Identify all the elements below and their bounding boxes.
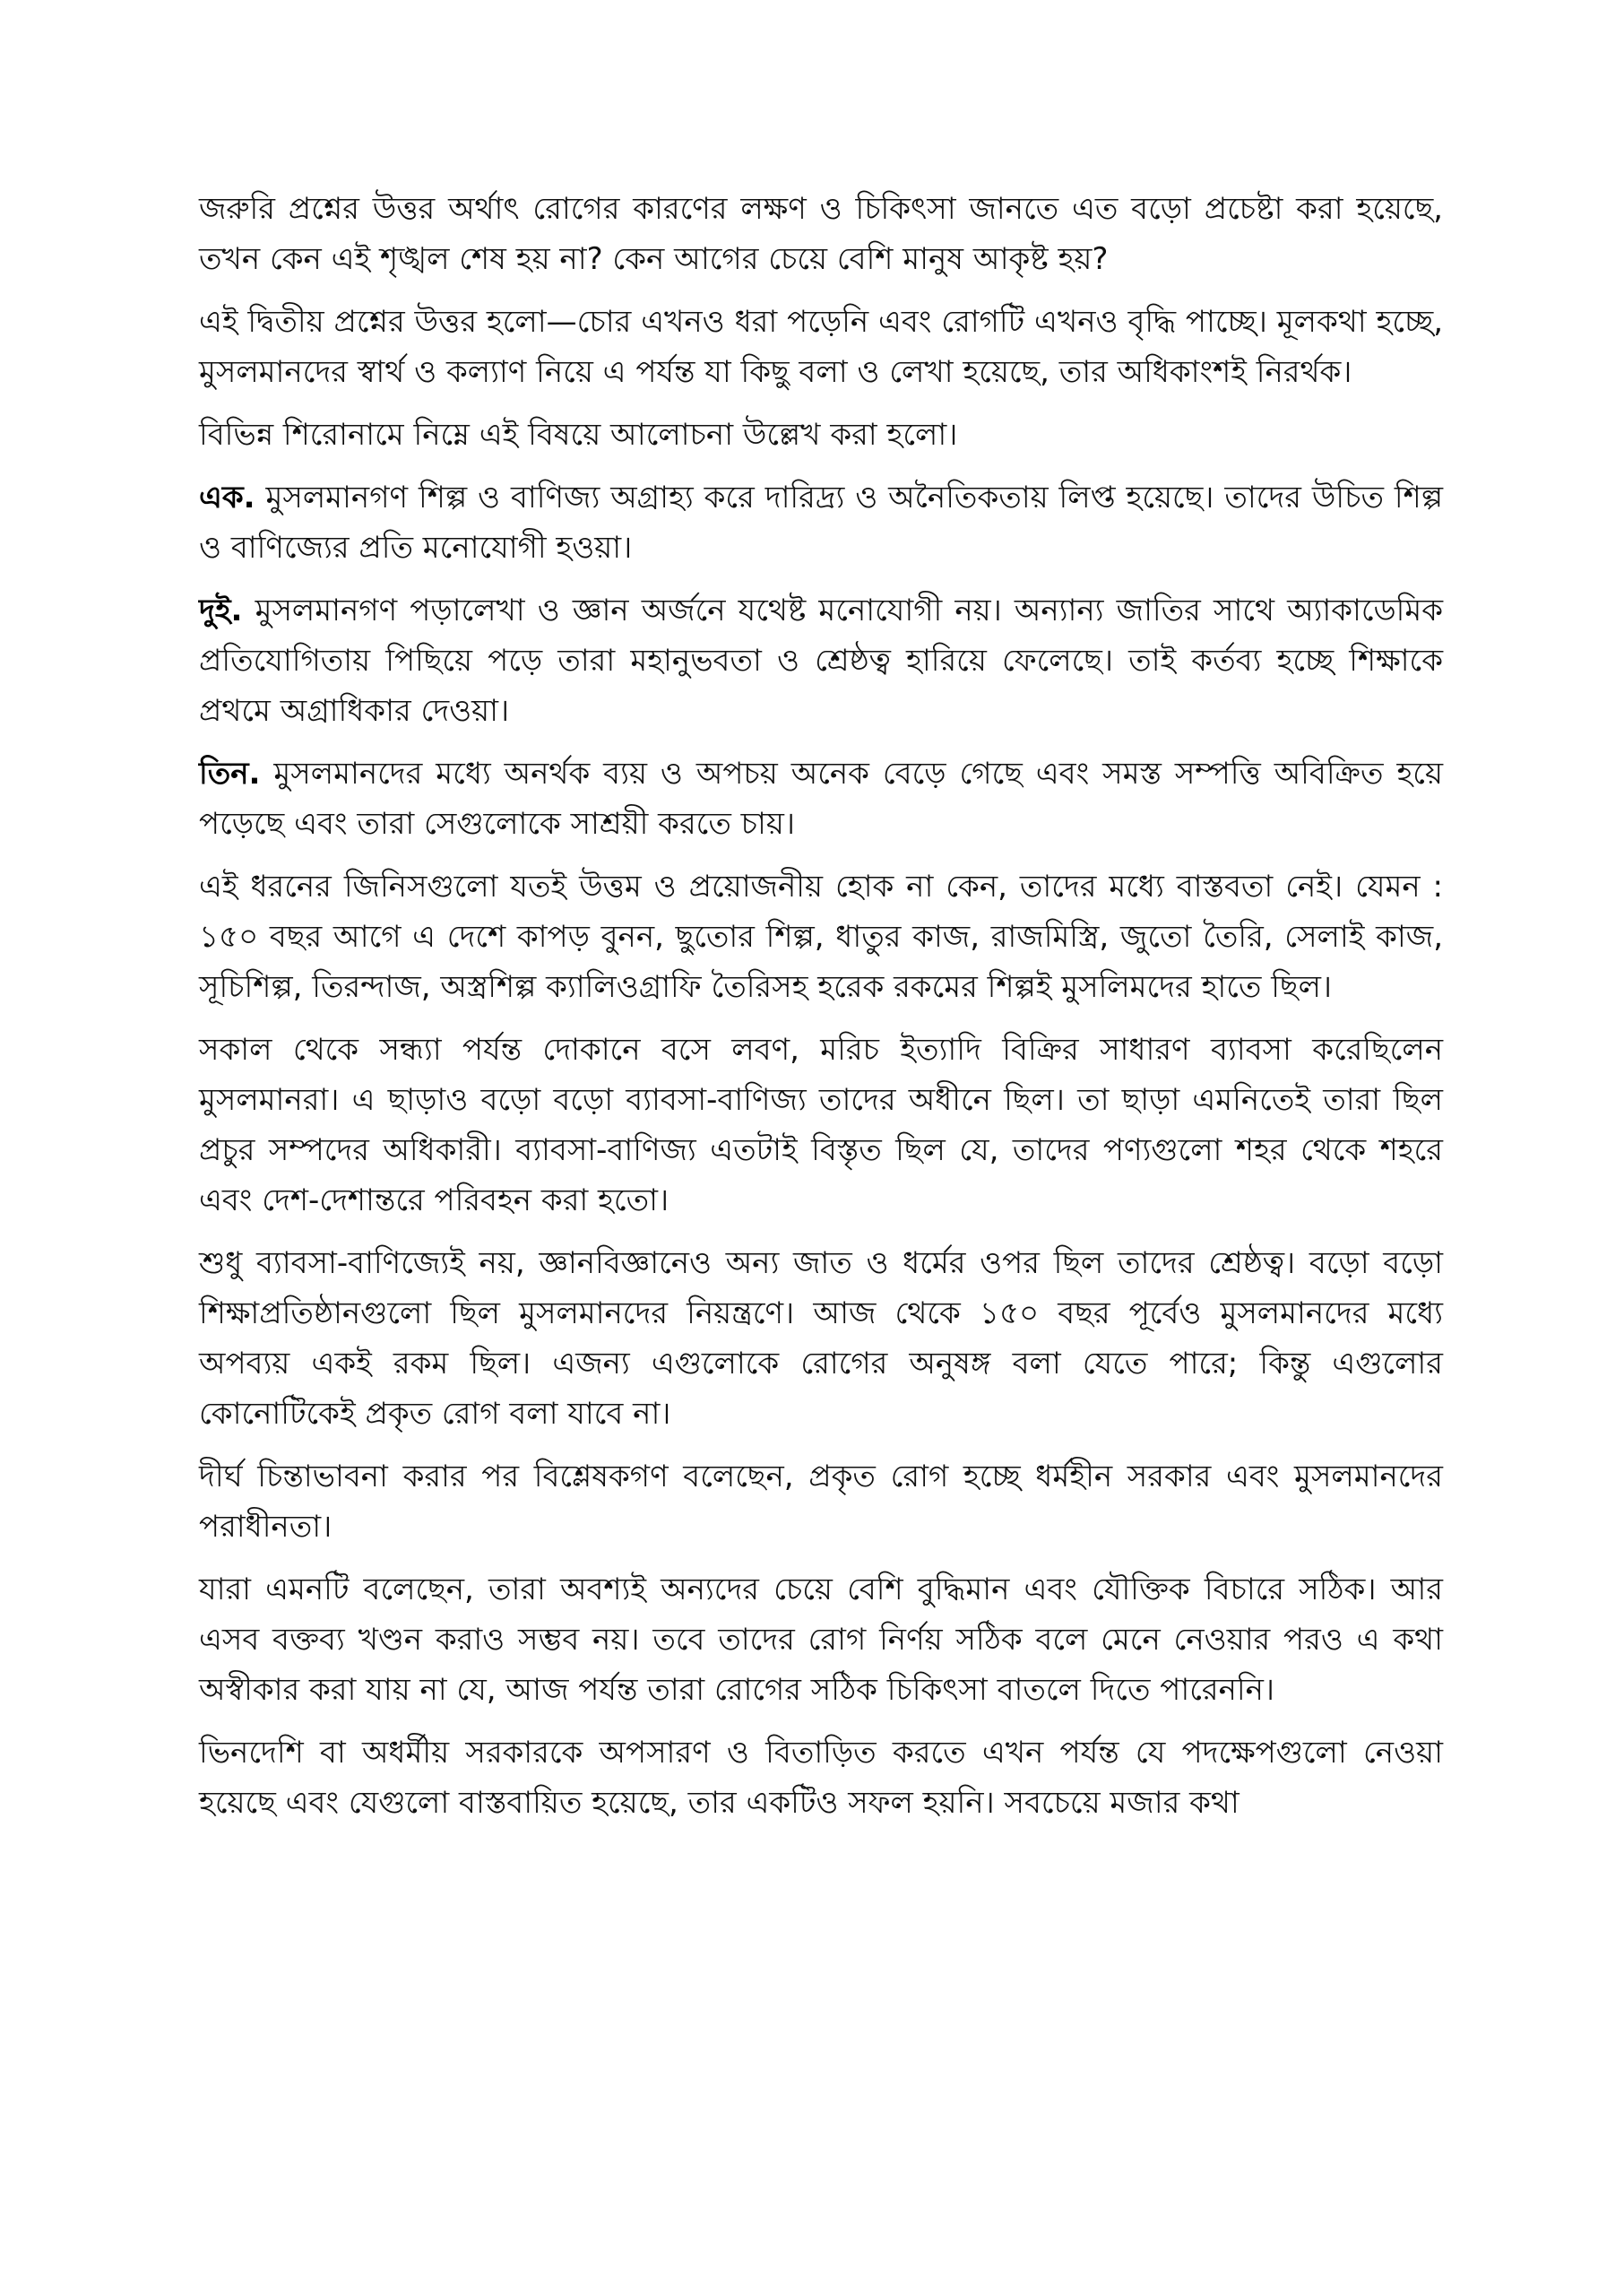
paragraph-text: দীর্ঘ চিন্তাভাবনা করার পর বিশ্লেষকগণ বলেছেন, প্রকৃত রোগ হচ্ছে ধর্মহীন সরকার এবং মুসলমানদের পরাধীনতা।: [199, 1459, 1443, 1545]
paragraph-text: এই দ্বিতীয় প্রশ্নের উত্তর হলো—চোর এখনও ধরা পড়েনি এবং রোগটি এখনও বৃদ্ধি পাচ্ছে। মূলকথা হচ্ছে, মুসলমানদের স্বার্থ ও কল্যাণ নিয়ে এ পর্যন্ত যা কিছু বলা ও লেখা হয়েছে, তার অধিকাংশই নিরর্থক।: [199, 304, 1443, 390]
paragraph-text: ভিনদেশি বা অধর্মীয় সরকারকে অপসারণ ও বিতাড়িত করতে এখন পর্যন্ত যে পদক্ষেপগুলো নেওয়া হয়েছে এবং যেগুলো বাস্তবায়িত হয়েছে, তার একটিও সফল হয়নি। সবচেয়ে মজার কথা: [199, 1735, 1443, 1821]
paragraph-text: মুসলমানগণ শিল্প ও বাণিজ্য অগ্রাহ্য করে দারিদ্র্য ও অনৈতিকতায় লিপ্ত হয়েছে। তাদের উচিত শিল্প ও বাণিজ্যের প্রতি মনোযোগী হওয়া।: [199, 480, 1443, 566]
paragraph-analysts-view: [199, 1451, 1443, 1552]
paragraph-trade-history: [199, 1025, 1443, 1225]
paragraph-text: সকাল থেকে সন্ধ্যা পর্যন্ত দোকানে বসে লবণ, মরিচ ইত্যাদি বিক্রির সাধারণ ব্যাবসা করেছিলেন মুসলমানরা। এ ছাড়াও বড়ো বড়ো ব্যাবসা-বাণিজ্য তাদের অধীনে ছিল। তা ছাড়া এমনিতেই তারা ছিল প্রচুর সম্পদের অধিকারী। ব্যাবসা-বাণিজ্য এতটাই বিস্তৃত ছিল যে, তাদের পণ্যগুলো শহর থেকে শহরে এবং দেশ-দেশান্তরে পরিবহন করা হতো।: [199, 1032, 1443, 1218]
point-label: তিন.: [199, 756, 261, 792]
paragraph-point-three: [199, 749, 1443, 849]
paragraph-diagnosis: [199, 1564, 1443, 1715]
paragraph-second-answer: [199, 297, 1443, 397]
paragraph-text: জরুরি প্রশ্নের উত্তর অর্থাৎ রোগের কারণের লক্ষণ ও চিকিৎসা জানতে এত বড়ো প্রচেষ্টা করা হয়েছে, তখন কেন এই শৃঙ্খল শেষ হয় না? কেন আগের চেয়ে বেশি মানুষ আকৃষ্ট হয়?: [199, 191, 1443, 277]
paragraph-point-one: [199, 472, 1443, 573]
paragraph-crafts-history: [199, 862, 1443, 1012]
body-text: [199, 184, 1443, 1840]
point-label: দুই.: [199, 593, 243, 628]
paragraph-measures: [199, 1728, 1443, 1828]
paragraph-text: শুধু ব্যাবসা-বাণিজ্যেই নয়, জ্ঞানবিজ্ঞানেও অন্য জাত ও ধর্মের ওপর ছিল তাদের শ্রেষ্ঠত্ব। বড়ো বড়ো শিক্ষাপ্রতিষ্ঠানগুলো ছিল মুসলমানদের নিয়ন্ত্রণে। আজ থেকে ১৫০ বছর পূর্বেও মুসলমানদের মধ্যে অপব্যয় একই রকম ছিল। এজন্য এগুলোকে রোগের অনুষঙ্গ বলা যেতে পারে; কিন্তু এগুলোর কোনোটিকেই প্রকৃত রোগ বলা যাবে না।: [199, 1245, 1443, 1432]
point-label: এক.: [199, 480, 255, 515]
paragraph-intro-question: [199, 184, 1443, 284]
paragraph-text: মুসলমানদের মধ্যে অনর্থক ব্যয় ও অপচয় অনেক বেড়ে গেছে এবং সমস্ত সম্পত্তি অবিক্রিত হয়ে পড়েছে এবং তারা সেগুলোকে সাশ্রয়ী করতে চায়।: [199, 756, 1443, 842]
paragraph-text: যারা এমনটি বলেছেন, তারা অবশ্যই অন্যদের চেয়ে বেশি বুদ্ধিমান এবং যৌক্তিক বিচারে সঠিক। আর এসব বক্তব্য খণ্ডন করাও সম্ভব নয়। তবে তাদের রোগ নির্ণয় সঠিক বলে মেনে নেওয়ার পরও এ কথা অস্বীকার করা যায় না যে, আজ পর্যন্ত তারা রোগের সঠিক চিকিৎসা বাতলে দিতে পারেননি।: [199, 1572, 1443, 1708]
paragraph-text: বিভিন্ন শিরোনামে নিম্নে এই বিষয়ে আলোচনা উল্লেখ করা হলো।: [199, 417, 958, 453]
paragraph-text: মুসলমানগণ পড়ালেখা ও জ্ঞান অর্জনে যথেষ্ট মনোযোগী নয়। অন্যান্য জাতির সাথে অ্যাকাডেমিক প্রতিযোগিতায় পিছিয়ে পড়ে তারা মহানুভবতা ও শ্রেষ্ঠত্ব হারিয়ে ফেলেছে। তাই কর্তব্য হচ্ছে শিক্ষাকে প্রথমে অগ্রাধিকার দেওয়া।: [199, 593, 1443, 729]
paragraph-text: এই ধরনের জিনিসগুলো যতই উত্তম ও প্রয়োজনীয় হোক না কেন, তাদের মধ্যে বাস্তবতা নেই। যেমন : ১৫০ বছর আগে এ দেশে কাপড় বুনন, ছুতোর শিল্প, ধাতুর কাজ, রাজমিস্ত্রি, জুতো তৈরি, সেলাই কাজ, সূচিশিল্প, তিরন্দাজ, অস্ত্রশিল্প ক্যালিওগ্রাফি তৈরিসহ হরেক রকমের শিল্পই মুসলিমদের হাতে ছিল।: [199, 869, 1443, 1005]
paragraph-topics-intro: [199, 410, 1443, 460]
paragraph-knowledge-history: [199, 1238, 1443, 1439]
paragraph-point-two: [199, 585, 1443, 736]
